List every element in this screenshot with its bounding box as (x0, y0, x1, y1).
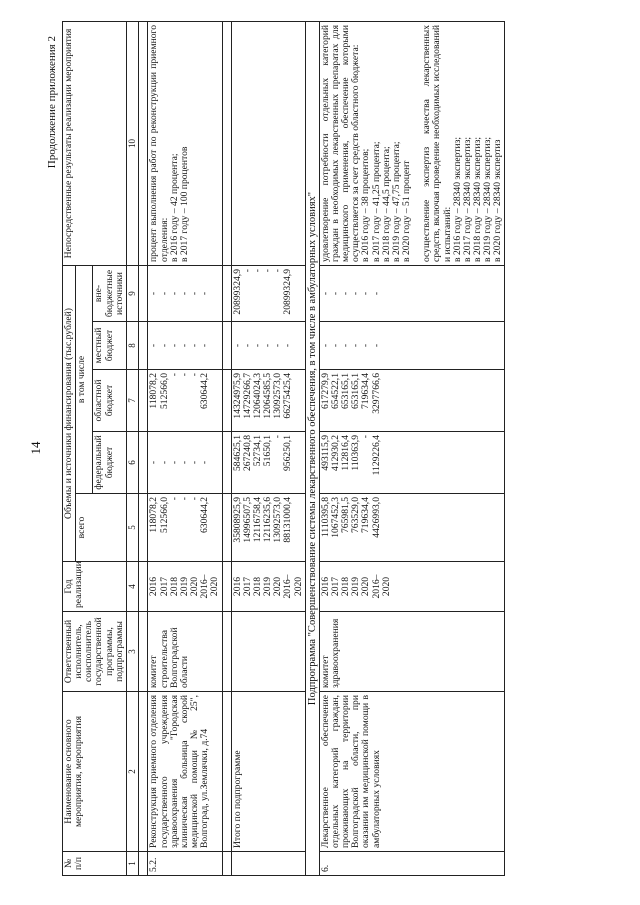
header-num: № п/п (63, 852, 127, 876)
col-number: 4 (126, 562, 139, 612)
continuation-label: Продолжение приложения 2 (46, 36, 58, 169)
header-results: Непосредственные результаты реализации мероприятия (63, 21, 127, 265)
extra-values: - - - - - - (148, 265, 222, 321)
header-total: всего (76, 494, 127, 562)
financing-table (62, 21, 505, 876)
regional-values: 118078,2 512566,0 - - - 630644,2 (148, 370, 222, 432)
extra-values: 20899324,9 - - - - 20899324,9 (231, 265, 305, 321)
local-values: - - - - - - (231, 322, 305, 370)
result-text: процент выполнения работ по реконструкции приемного отделения: в 2016 году – 42 процента; в 2017 году – 100 процентов (148, 21, 222, 265)
total-values: 35808925,9 14996507,5 12116758,4 12116235,6 13092573,0 88131000,4 (231, 494, 305, 562)
col-number: 1 (126, 852, 139, 876)
column-number-row (126, 21, 139, 875)
page-number: 14 (28, 441, 43, 455)
col-number: 8 (126, 322, 139, 370)
header-local: местный бюджет (93, 322, 126, 370)
header-year: Год реализации (63, 562, 127, 612)
years-list: 2016 2017 2018 2019 2020 2016–2020 (148, 562, 222, 612)
subtotal-label: Итого по подпрограмме (231, 692, 305, 852)
header-name: Наименование основного мероприятия, мероприятия (63, 692, 127, 852)
result-text (319, 21, 505, 265)
extra-values: - - - - - - (319, 265, 505, 321)
subprogram-title: Подпрограмма "Совершенствование системы лекарственного обеспечения, в том числе в амбулаторных условиях" (305, 21, 319, 875)
local-values: - - - - - - (148, 322, 222, 370)
table-row (231, 21, 305, 875)
header-including: в том числе (76, 265, 93, 493)
row-number: 6. (319, 852, 505, 876)
header-extra: вне-бюджетные источники (93, 265, 126, 321)
header-responsible: Ответственный исполнитель, соисполнитель государственной программы, подпрограммы (63, 612, 127, 692)
years-list: 2016 2017 2018 2019 2020 2016–2020 (319, 562, 505, 612)
col-number: 7 (126, 370, 139, 432)
federal-values: 584625,1 267240,8 52734,1 51650,1 - 956250,1 (231, 432, 305, 494)
responsible-executor: комитет здравоохранения (319, 612, 505, 692)
col-number: 6 (126, 432, 139, 494)
col-number: 2 (126, 692, 139, 852)
row-number: 5.2. (148, 852, 222, 876)
col-number: 9 (126, 265, 139, 321)
regional-values: 617279,9 654522,1 653165,1 653165,1 719634,4 3297766,6 (319, 370, 505, 432)
col-number: 10 (126, 21, 139, 265)
total-values: 118078,2 512566,0 - - - 630644,2 (148, 494, 222, 562)
subprogram-row (305, 21, 319, 875)
years-list: 2016 2017 2018 2019 2020 2016–2020 (231, 562, 305, 612)
responsible-executor: комитет строительства Волгоградской области (148, 612, 222, 692)
col-number: 5 (126, 494, 139, 562)
header-federal: федеральный бюджет (93, 432, 126, 494)
result-text-part: удовлетворение потребности отдельных категорий граждан в необходимых лекарственных препаратах для медицинского применения, обеспечение которыми осуществляется за счет средств областного бюджета: в 2016 году – 38 процентов; в 2017 году – 41,25 процента; в 2018 году – 44,5 процента; в 2019 году – 47,75 процента; в 2020 году – 51 процент (319, 24, 413, 262)
event-name: Реконструкция приемного отделения государственного учреждения здравоохранения "Городская клиническая больница скорой медицинской помощи № 25", Волгоград, ул.Землячки, д.74 (148, 692, 222, 852)
total-values: 1110395,8 1067452,3 765981,5 763529,0 719634,4 4426993,0 (319, 494, 505, 562)
rotated-page (22, 18, 612, 878)
table-row (148, 21, 222, 875)
event-name: Лекарственное обеспечение отдельных категорий граждан, проживающих на территории Волгоградской области, при оказании им медицинской помощи в амбулаторных условиях (319, 692, 505, 852)
header-volumes: Объемы и источники финансирования (тыс.рублей) (63, 265, 76, 561)
table-row (319, 21, 505, 875)
local-values: - - - - - - (319, 322, 505, 370)
col-number: 3 (126, 612, 139, 692)
federal-values: - - - - - - (148, 432, 222, 494)
regional-values: 14324975,9 14729266,7 12064024,3 12064585,5 13092573,0 66275425,4 (231, 370, 305, 432)
spacer-row (139, 21, 148, 875)
result-text-part: осуществление экспертиз качества лекарственных средств, включая проведение необходимых исследований и испытаний: в 2016 году – 28340 экспертиз; в 2017 году – 28340 экспертиз; в 2018 году – 28340 экспертиз; в 2019 году – 28340 экспертиз; в 2020 году – 28340 экспертиз (421, 24, 504, 262)
spacer-row (222, 21, 231, 875)
federal-values: 493115,9 412930,2 112816,4 110363,9 - 1129226,4 (319, 432, 505, 494)
header-regional: областной бюджет (93, 370, 126, 432)
